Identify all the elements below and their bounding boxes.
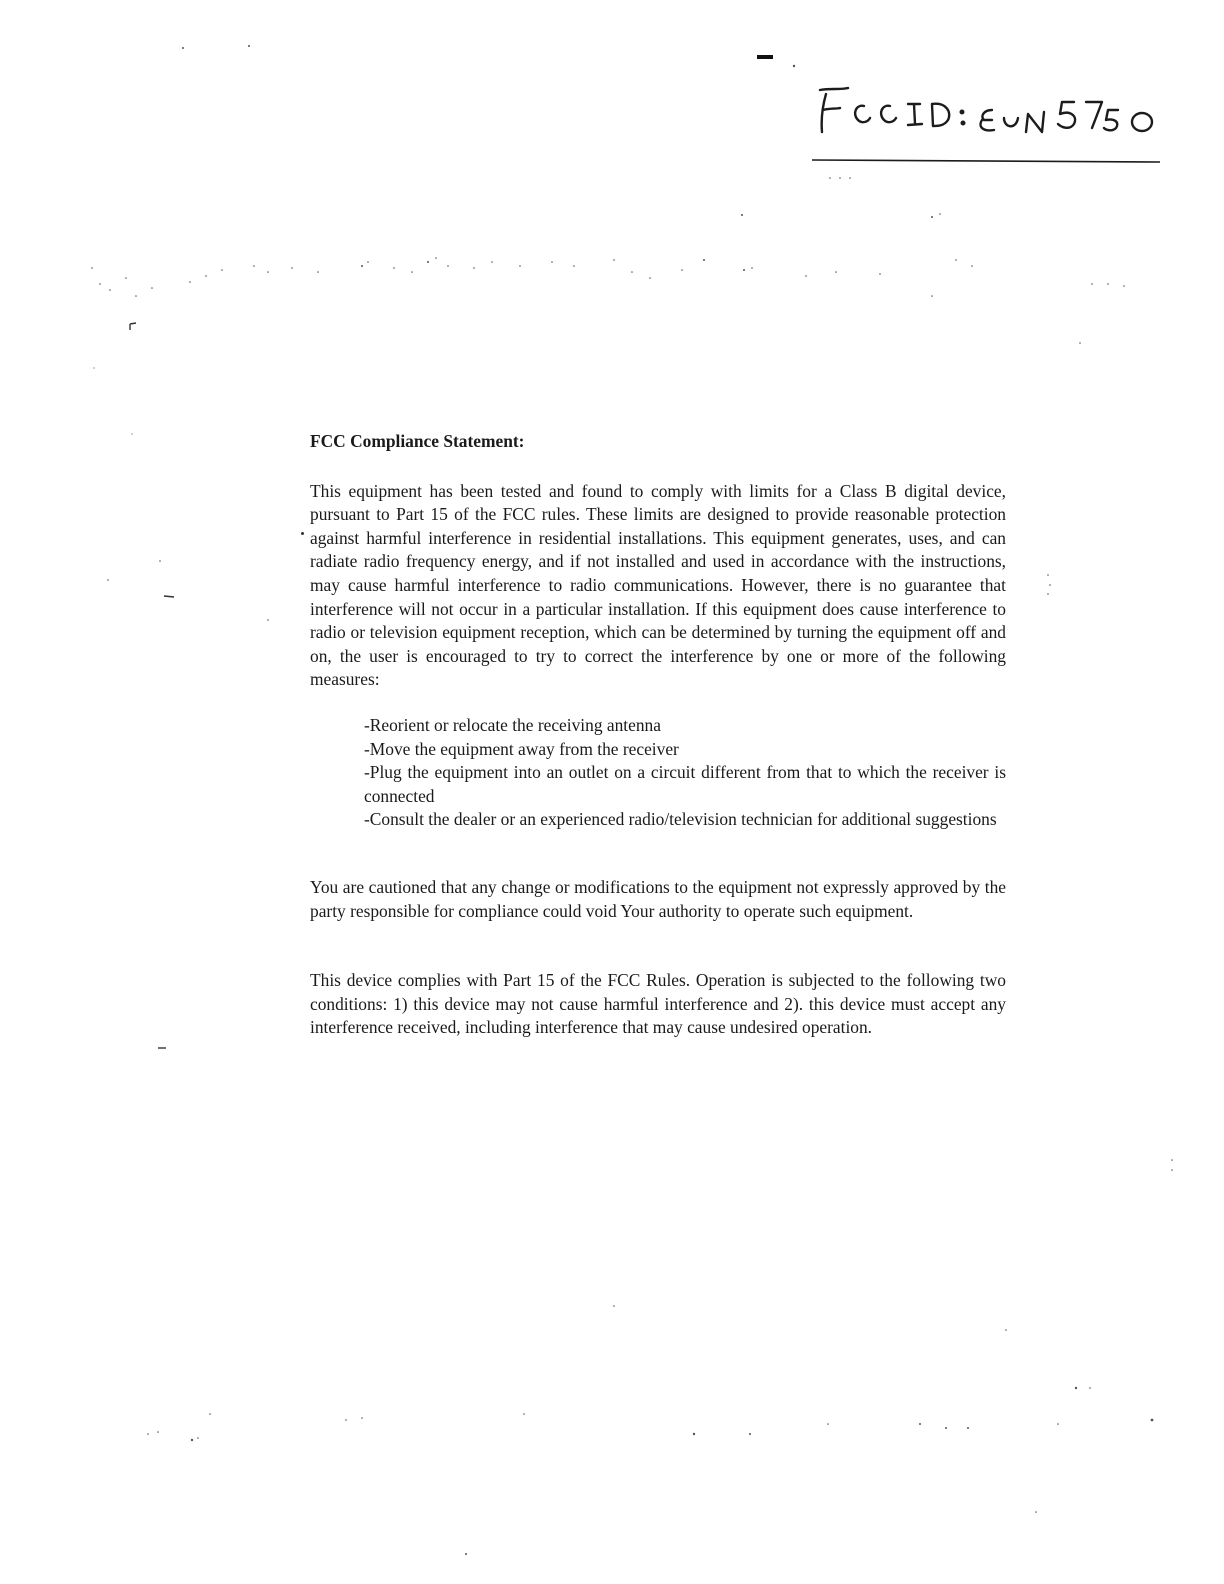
caution-paragraph: You are cautioned that any change or modifications to the equipment not expressly approved by the party responsible for compliance could void Your authority to operate such equipment.: [310, 876, 1006, 921]
compliance-statement: [310, 430, 1006, 1040]
list-item: -Move the equipment away from the receiver: [364, 738, 679, 759]
statement-heading: FCC Compliance Statement:: [310, 431, 525, 451]
scan-mark: [757, 55, 773, 59]
handwritten-fcc-id: [812, 80, 1162, 170]
list-item: -Consult the dealer or an experienced radio/television technician for additional suggestions: [364, 809, 997, 830]
measures-list: [310, 714, 1006, 832]
list-item: -Reorient or relocate the receiving antenna: [364, 714, 661, 735]
scan-mark: [301, 532, 304, 535]
intro-paragraph: This equipment has been tested and found to comply with limits for a Class B digital device, pursuant to Part 15 of the FCC rules. These limits are designed to provide reasonable protection against harmful interference in residential installations. This equipment generates, uses, and can radiate radio frequency energy, and if not installed and used in accordance with the instructions, may cause harmful interference to radio communications. However, there is no guarantee that interference will not occur in a particular installation. If this equipment does cause interference to radio or television equipment reception, which can be determined by turning the equipment off and on, the user is encouraged to try to correct the interference by one or more of the following measures:: [310, 480, 1006, 690]
list-item: -Plug the equipment into an outlet on a circuit different from that to which the receiver is connected: [364, 762, 1006, 806]
device-paragraph: This device complies with Part 15 of the FCC Rules. Operation is subjected to the following two conditions: 1) this device may not cause harmful interference and 2). this device must accept any interference received, including interference that may cause undesired operation.: [310, 970, 1006, 1038]
